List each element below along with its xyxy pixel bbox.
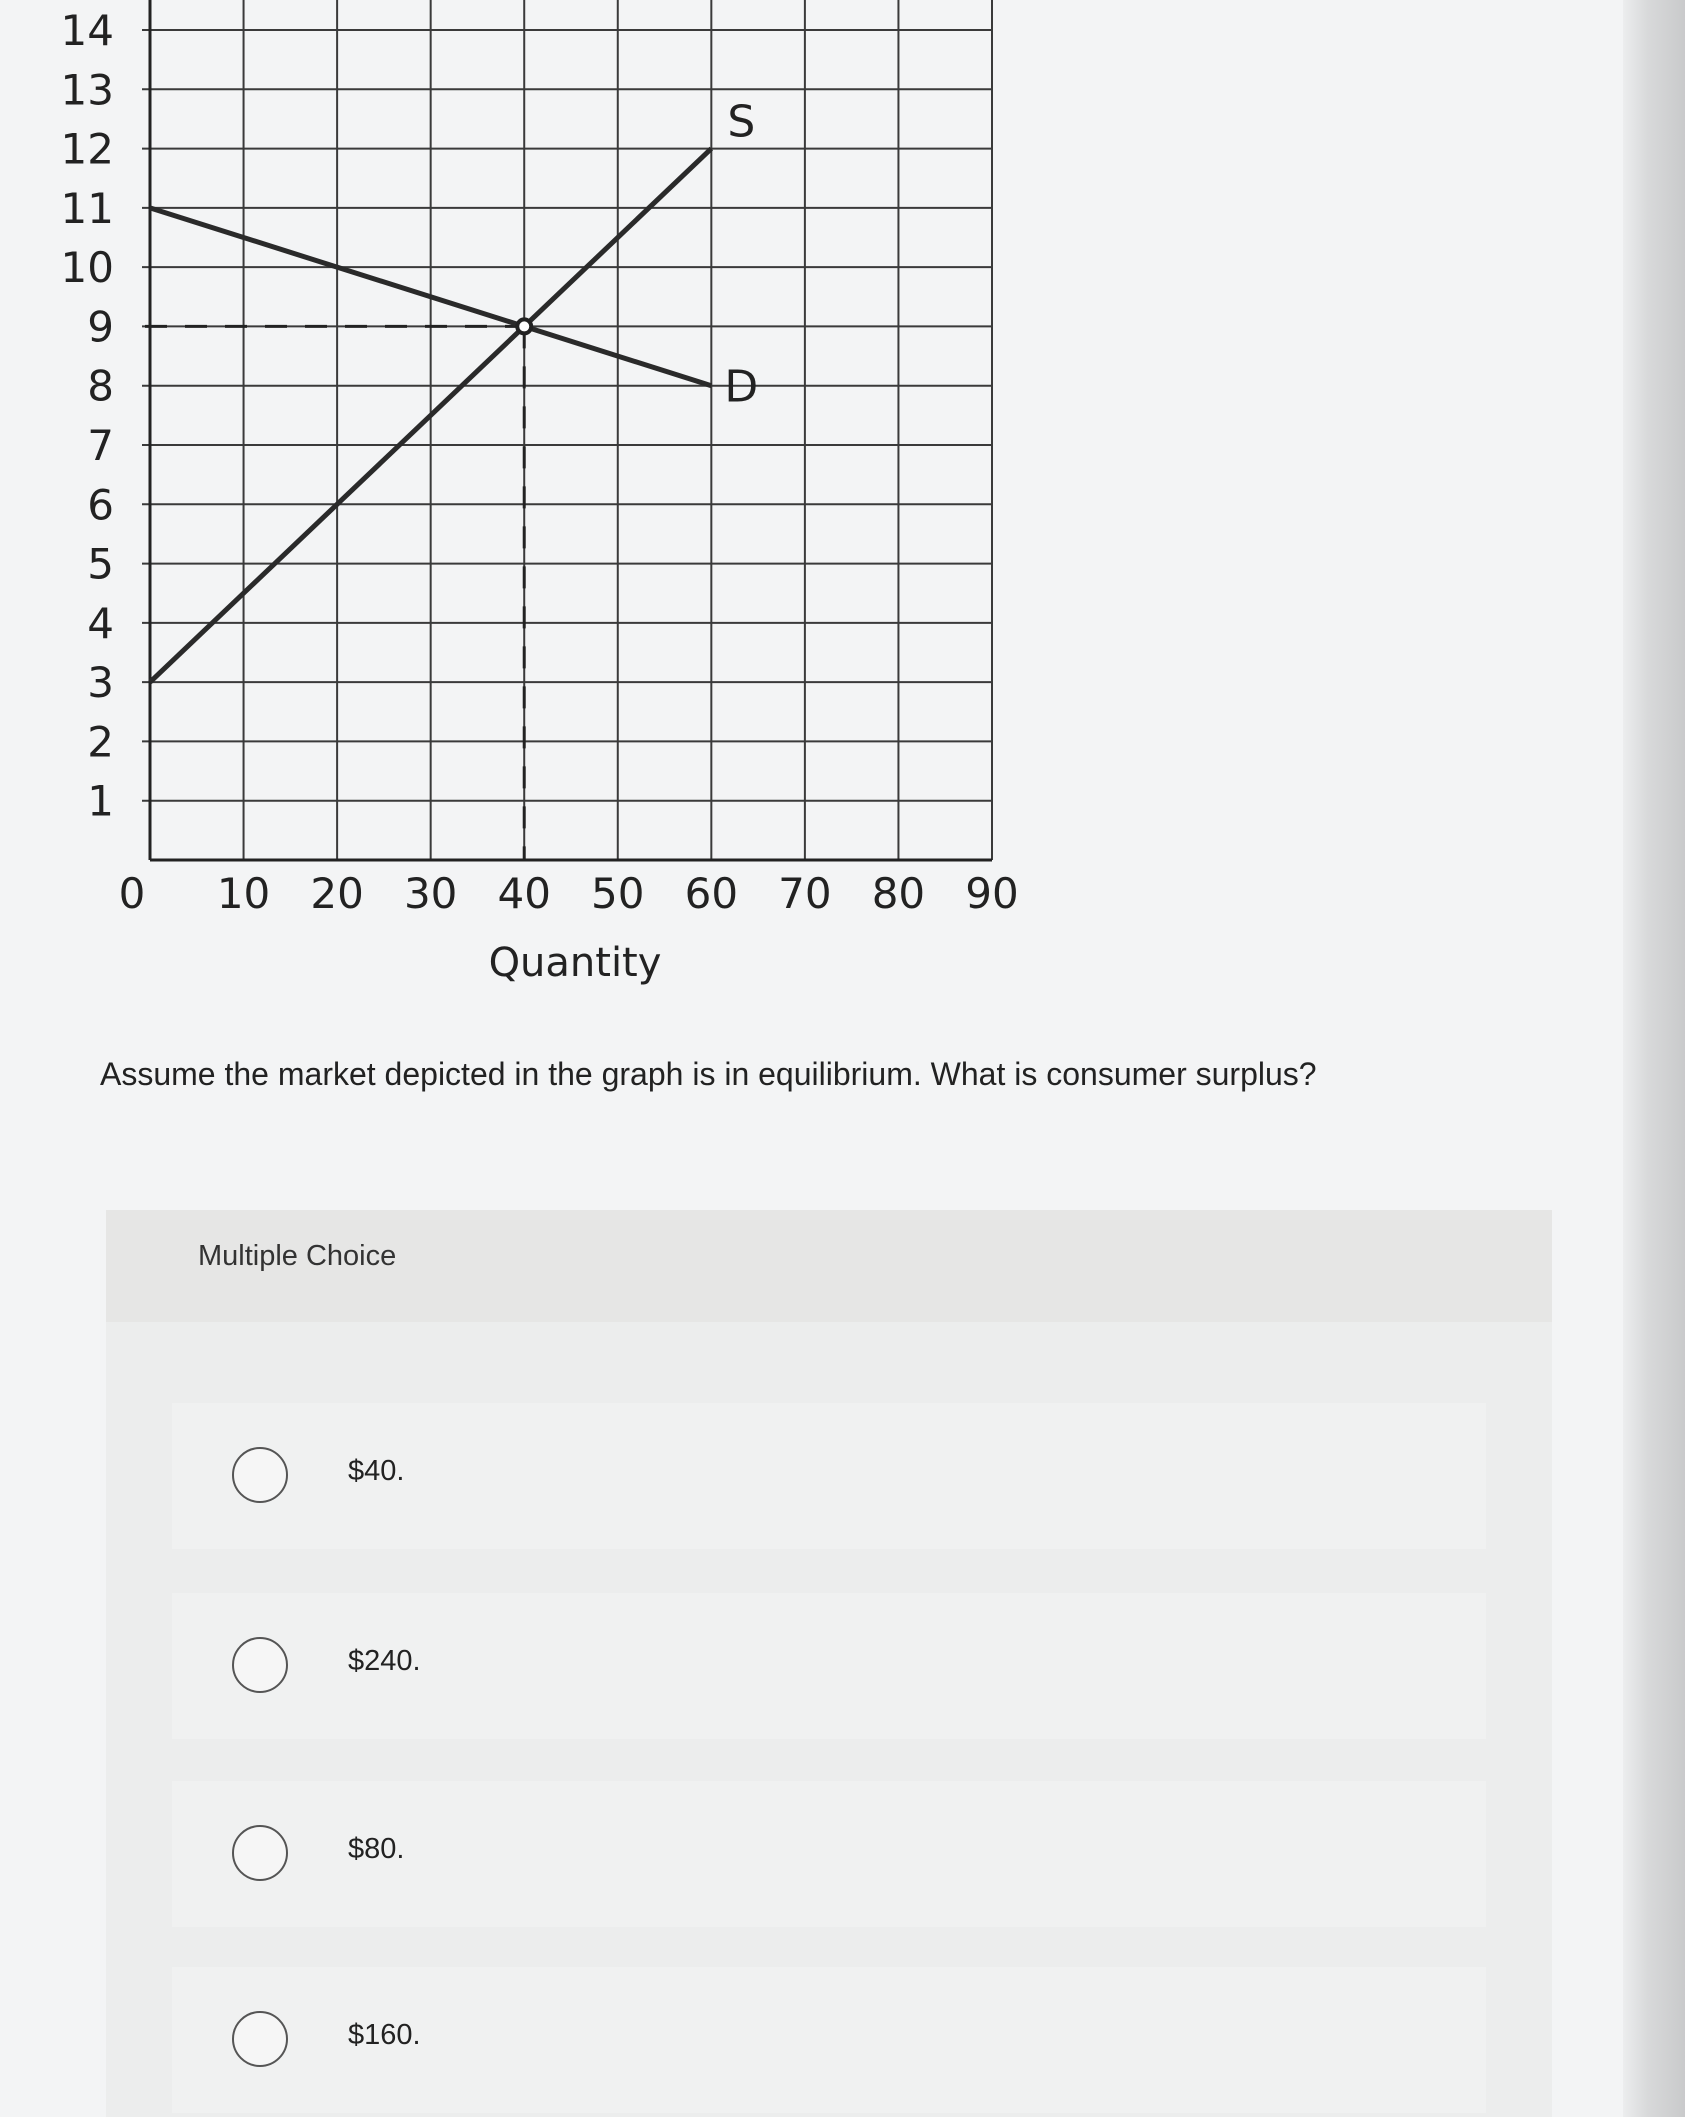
radio-button-icon[interactable] [232,1447,288,1503]
equilibrium-guides [145,326,524,860]
x-tick-label: 10 [216,869,271,918]
x-tick-label: 70 [778,869,832,918]
x-axis-label: Quantity [488,940,662,986]
y-tick-label: 10 [60,243,114,293]
y-tick-label: 13 [60,65,114,115]
multiple-choice-title: Multiple Choice [198,1240,397,1272]
y-tick-label: 14 [60,6,114,55]
question-text: Assume the market depicted in the graph is in equilibrium. What is consumer surplus? [100,1056,1317,1092]
y-tick-label: 9 [87,302,114,352]
answer-option-40[interactable] [172,1403,1486,1549]
multiple-choice-header [106,1210,1552,1322]
y-tick-label: 1 [87,776,114,826]
y-tick-label: 2 [87,717,114,767]
y-tick-label: 6 [87,480,114,530]
equilibrium-point [517,319,531,333]
x-tick-labels [119,869,1019,918]
radio-button-icon[interactable] [232,1825,288,1881]
answer-option-label: $40. [348,1455,405,1487]
answer-option-label: $240. [348,1645,421,1677]
multiple-choice-panel [106,1210,1552,2117]
x-tick-label: 0 [118,869,146,918]
y-tick-label: 5 [87,539,114,589]
x-tick-label: 80 [871,869,926,918]
x-tick-label: 20 [310,869,364,918]
answer-option-label: $80. [348,1833,405,1865]
y-tick-labels [61,6,114,826]
y-tick-label: 3 [87,658,114,708]
series-label-d: D [724,361,759,413]
radio-button-icon[interactable] [232,1637,288,1693]
x-tick-label: 60 [684,869,739,918]
x-tick-label: 50 [591,869,645,918]
y-tick-label: 12 [60,124,114,174]
y-tick-label: 4 [87,598,114,648]
y-tick-label: 8 [87,361,114,411]
x-tick-label: 30 [403,869,458,918]
y-tick-label: 7 [87,421,114,470]
chart-grid [142,0,992,860]
answer-option-80[interactable] [172,1781,1486,1927]
series-label-s: S [727,96,756,148]
answer-option-label: $160. [348,2019,421,2051]
radio-button-icon[interactable] [232,2011,288,2067]
x-tick-label: 90 [965,869,1019,918]
answer-option-240[interactable] [172,1593,1486,1739]
screen-edge-shadow [1623,0,1685,2117]
y-tick-label: 11 [60,183,114,233]
x-tick-label: 40 [497,869,551,918]
chart-series [150,97,758,683]
supply-demand-chart [0,0,1685,1010]
answer-option-160[interactable] [172,1967,1486,2113]
